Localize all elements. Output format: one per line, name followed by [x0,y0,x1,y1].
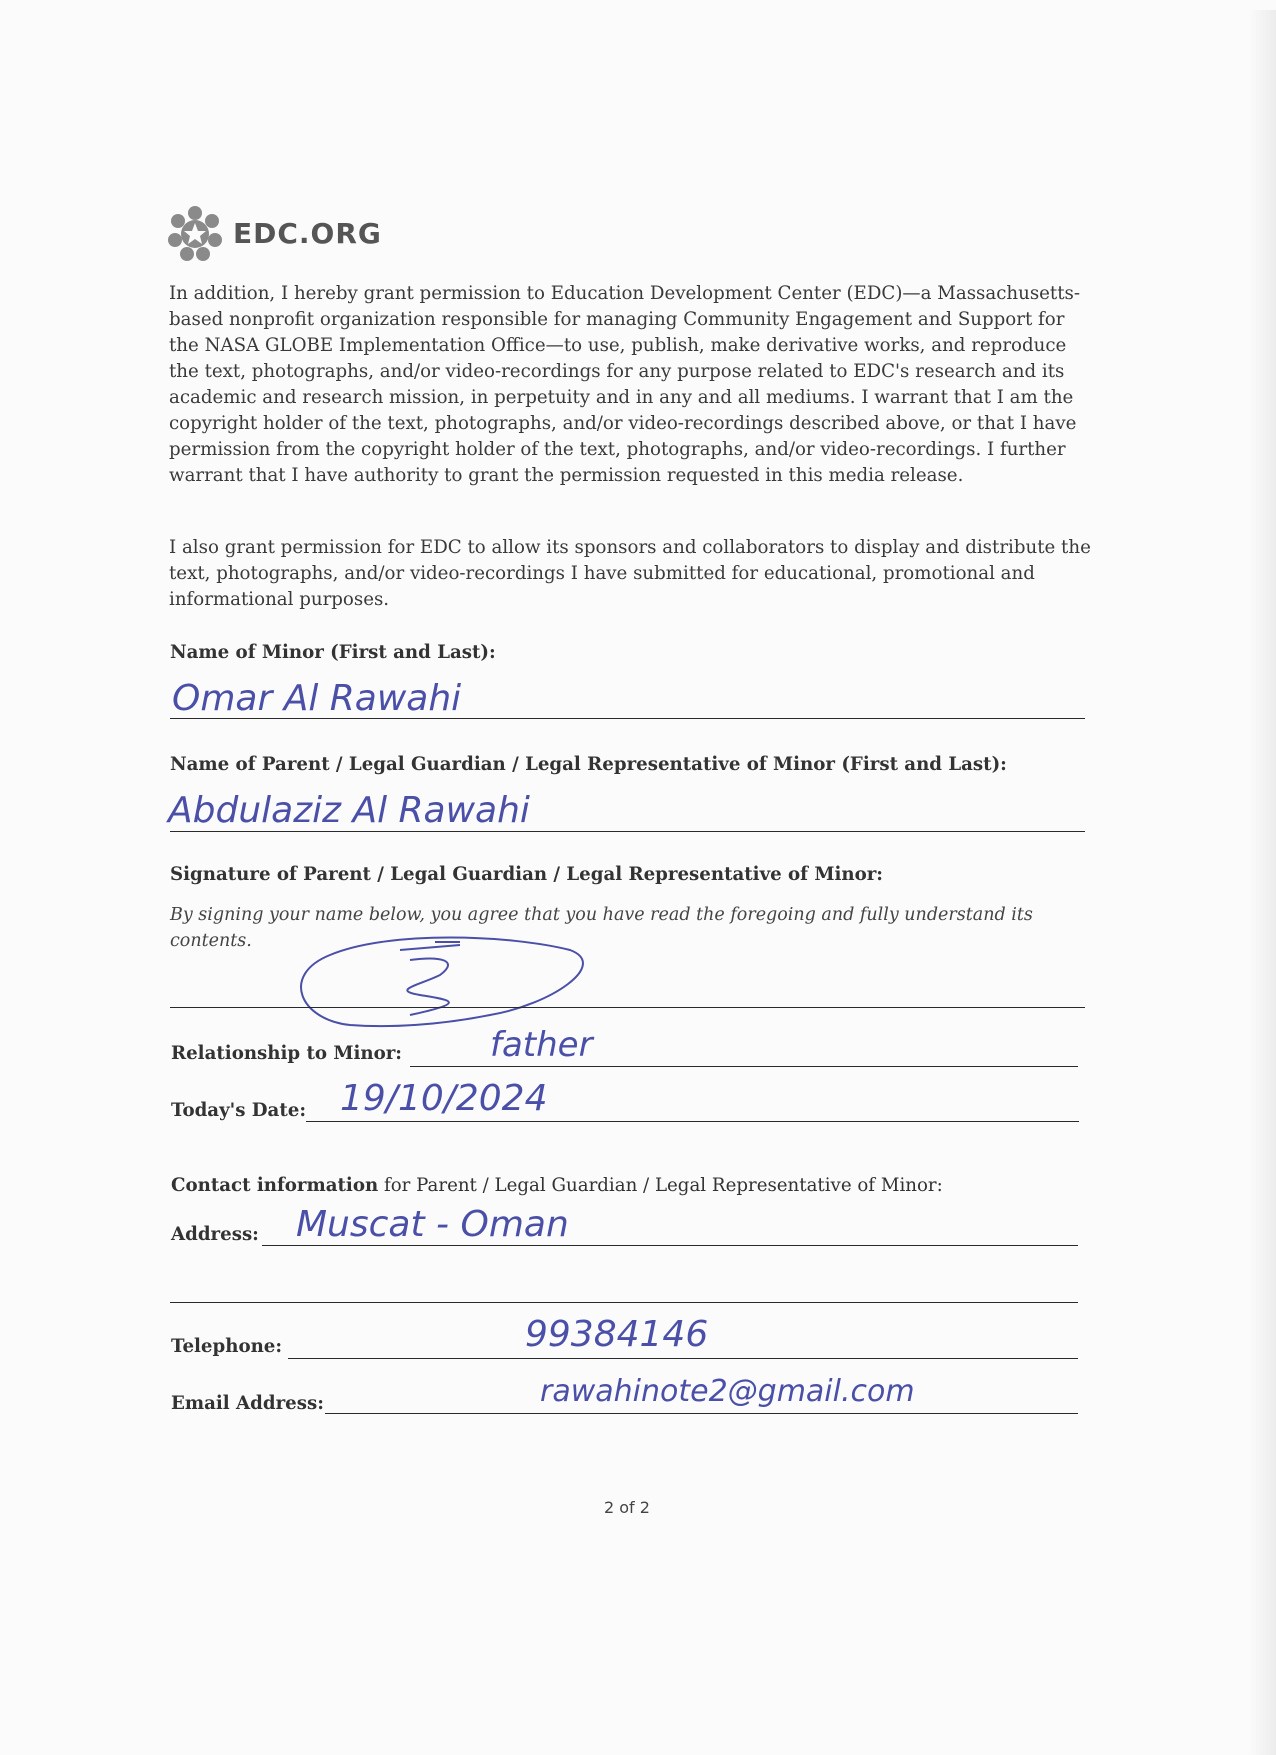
date-value[interactable]: 19/10/2024 [340,1078,548,1119]
permission-paragraph: In addition, I hereby grant permission to Education Development Center (EDC)—a Massachusetts-based nonprofit organization responsible for managing Community Engagement and Support for the NASA GLOBE Implementation Office—to use, publish, make derivative works, and reproduce the text, photographs, and/or video-recordings for any purpose related to EDC's research and its academic and research mission, in perpetuity and in any and all mediums. I warrant that I am the copyright holder of the text, photographs, and/or video-recordings described above, or that I have permission from the copyright holder of the text, photographs, and/or video-recordings. I further warrant that I have authority to grant the permission requested in this media release. [169,283,1081,486]
telephone-line [288,1358,1078,1359]
parent-name-label: Name of Parent / Legal Guardian / Legal Representative of Minor (First and Last): [170,754,1007,775]
minor-name-line [170,718,1085,719]
contact-heading-bold: Contact information [171,1175,379,1196]
email-label: Email Address: [171,1393,324,1414]
minor-name-label: Name of Minor (First and Last): [170,642,496,663]
address-line-2 [170,1302,1078,1303]
email-value[interactable]: rawahinote2@gmail.com [540,1374,915,1409]
address-line [262,1245,1078,1246]
parent-name-value[interactable]: Abdulaziz Al Rawahi [168,790,530,831]
scan-edge-shadow [1248,10,1276,1755]
relationship-label: Relationship to Minor: [171,1043,403,1064]
telephone-value[interactable]: 99384146 [525,1314,709,1355]
address-value[interactable]: Muscat - Oman [296,1204,569,1245]
date-line [306,1121,1079,1122]
edc-logo [167,205,382,261]
signature-label: Signature of Parent / Legal Guardian / Legal Representative of Minor: [170,864,884,885]
relationship-line [410,1066,1078,1067]
relationship-value[interactable]: father [490,1025,593,1065]
sponsor-paragraph: I also grant permission for EDC to allow its sponsors and collaborators to display and distribute the text, photographs, and/or video-recordings I have submitted for educational, promotional and informational purposes. [169,537,1091,610]
page-number: 2 of 2 [604,1498,650,1517]
star-seal-icon [167,205,223,261]
contact-heading [171,1175,943,1196]
signature-line [170,1007,1085,1008]
signature-scribble[interactable] [290,920,590,1030]
telephone-label: Telephone: [171,1336,283,1357]
contact-heading-rest: for Parent / Legal Guardian / Legal Representative of Minor: [378,1175,943,1196]
logo-text: EDC.ORG [233,216,382,250]
date-label: Today's Date: [171,1100,307,1121]
parent-name-line [170,831,1085,832]
email-line [325,1413,1078,1414]
address-label: Address: [171,1224,259,1245]
signature-note: By signing your name below, you agree that you have read the foregoing and fully understand its contents. [170,905,1033,951]
minor-name-value[interactable]: Omar Al Rawahi [172,678,462,719]
